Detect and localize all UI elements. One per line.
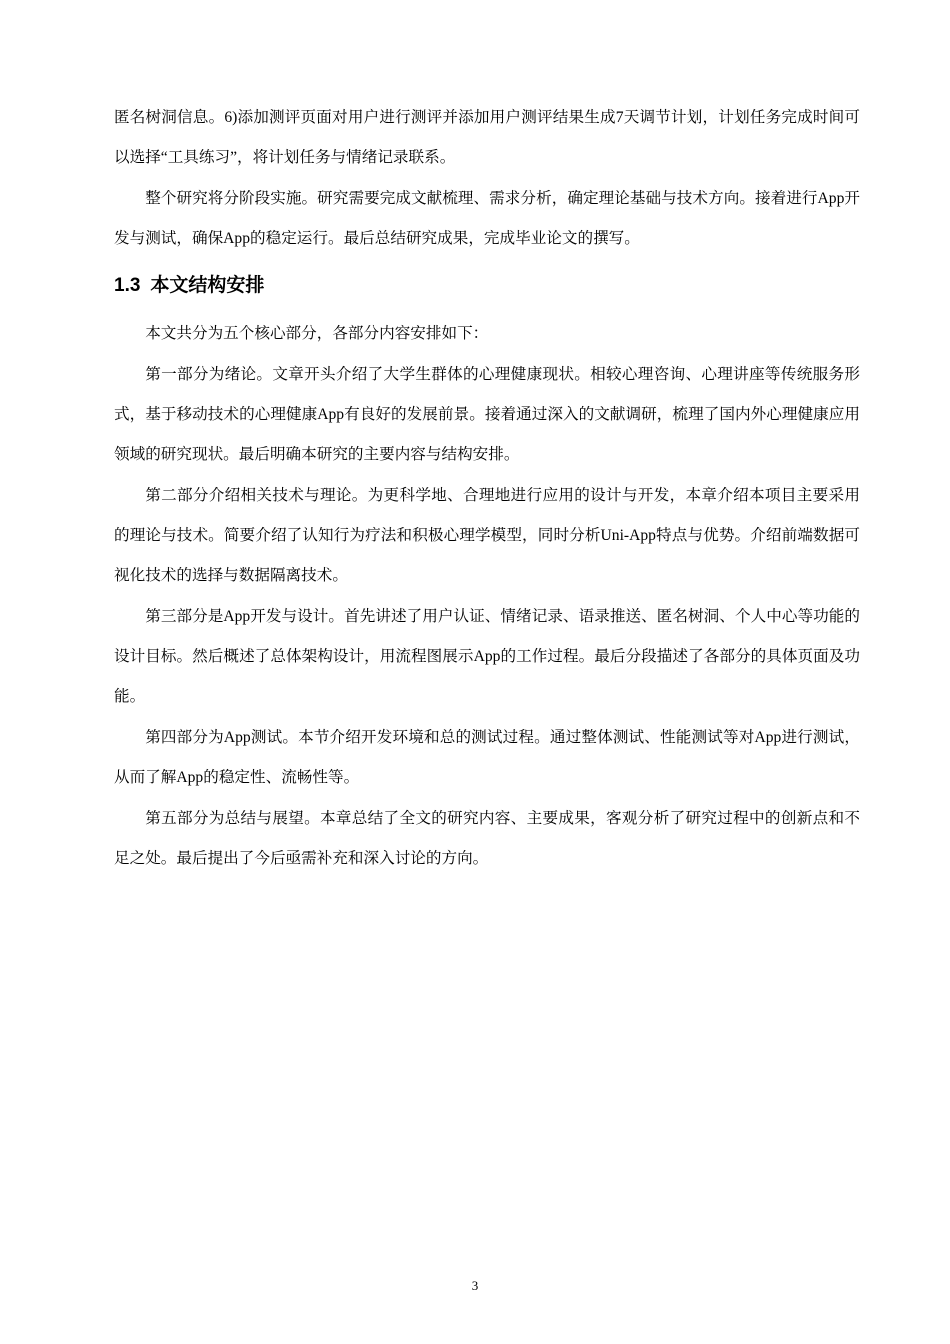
paragraph-part-three: 第三部分是App开发与设计。首先讲述了用户认证、情绪记录、语录推送、匿名树洞、个人中心等功能的设计目标。然后概述了总体架构设计，用流程图展示App的工作过程。最后分段描述了各部分的具体页面及功能。	[114, 608, 860, 705]
section-heading	[114, 263, 860, 308]
paragraph-part-five: 第五部分为总结与展望。本章总结了全文的研究内容、主要成果，客观分析了研究过程中的创新点和不足之处。最后提出了今后亟需补充和深入讨论的方向。	[114, 810, 860, 867]
section-title: 本文结构安排	[150, 274, 265, 296]
paragraph-part-two: 第二部分介绍相关技术与理论。为更科学地、合理地进行应用的设计与开发，本章介绍本项目主要采用的理论与技术。简要介绍了认知行为疗法和积极心理学模型，同时分析Uni-App特点与优势。介绍前端数据可视化技术的选择与数据隔离技术。	[114, 487, 860, 584]
paragraph-continuation: 匿名树洞信息。6)添加测评页面对用户进行测评并添加用户测评结果生成7天调节计划，计划任务完成时间可以选择“工具练习”，将计划任务与情绪记录联系。	[114, 109, 860, 166]
paragraph-intro: 本文共分为五个核心部分，各部分内容安排如下：	[145, 325, 489, 342]
paragraph-part-one: 第一部分为绪论。文章开头介绍了大学生群体的心理健康现状。相较心理咨询、心理讲座等传统服务形式，基于移动技术的心理健康App有良好的发展前景。接着通过深入的文献调研，梳理了国内外心理健康应用领域的研究现状。最后明确本研究的主要内容与结构安排。	[114, 366, 860, 463]
paragraph-research-phases: 整个研究将分阶段实施。研究需要完成文献梳理、需求分析，确定理论基础与技术方向。接着进行App开发与测试，确保App的稳定运行。最后总结研究成果，完成毕业论文的撰写。	[114, 190, 860, 247]
page-number: 3	[471, 1278, 479, 1293]
section-number: 1.3	[114, 275, 141, 296]
page-content	[114, 98, 860, 880]
paragraph-part-four: 第四部分为App测试。本节介绍开发环境和总的测试过程。通过整体测试、性能测试等对App进行测试，从而了解App的稳定性、流畅性等。	[114, 729, 860, 786]
